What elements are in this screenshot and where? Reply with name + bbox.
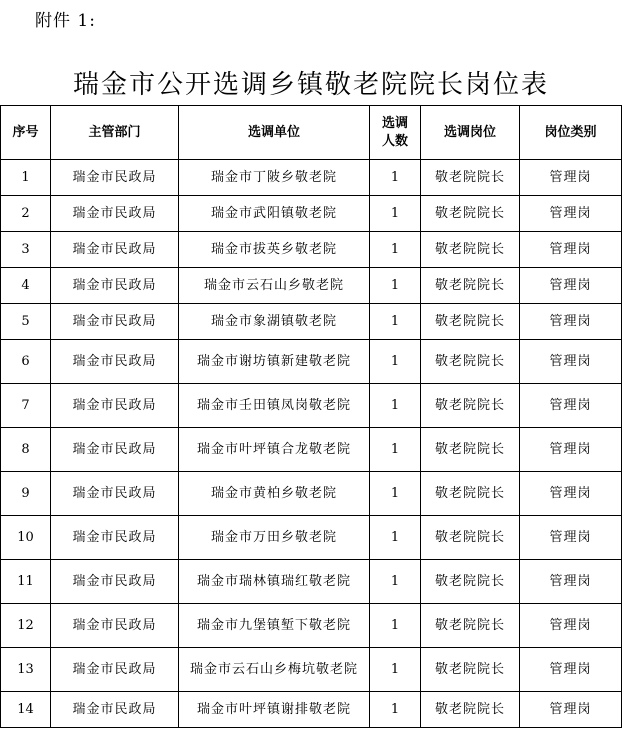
cell-dept: 瑞金市民政局 <box>51 232 179 268</box>
header-count-line1: 选调 <box>381 115 408 131</box>
header-post: 选调岗位 <box>421 106 520 160</box>
table-row <box>1 516 622 560</box>
table-row <box>1 268 622 304</box>
cell-category: 管理岗 <box>520 196 622 232</box>
table-row <box>1 692 622 728</box>
cell-dept: 瑞金市民政局 <box>51 560 179 604</box>
table-row <box>1 472 622 516</box>
cell-unit: 瑞金市瑞林镇瑞红敬老院 <box>179 560 370 604</box>
cell-unit: 瑞金市丁陂乡敬老院 <box>179 160 370 196</box>
cell-count: 1 <box>370 160 421 196</box>
cell-unit: 瑞金市万田乡敬老院 <box>179 516 370 560</box>
cell-dept: 瑞金市民政局 <box>51 160 179 196</box>
cell-post: 敬老院院长 <box>421 648 520 692</box>
table-row <box>1 304 622 340</box>
cell-post: 敬老院院长 <box>421 384 520 428</box>
table-row <box>1 384 622 428</box>
cell-dept: 瑞金市民政局 <box>51 472 179 516</box>
cell-seq: 10 <box>1 516 51 560</box>
cell-count: 1 <box>370 472 421 516</box>
cell-seq: 4 <box>1 268 51 304</box>
cell-category: 管理岗 <box>520 268 622 304</box>
cell-post: 敬老院院长 <box>421 196 520 232</box>
cell-seq: 13 <box>1 648 51 692</box>
table-row <box>1 560 622 604</box>
cell-count: 1 <box>370 516 421 560</box>
cell-post: 敬老院院长 <box>421 428 520 472</box>
cell-dept: 瑞金市民政局 <box>51 692 179 728</box>
cell-category: 管理岗 <box>520 516 622 560</box>
cell-dept: 瑞金市民政局 <box>51 516 179 560</box>
header-seq: 序号 <box>1 106 51 160</box>
cell-dept: 瑞金市民政局 <box>51 304 179 340</box>
cell-dept: 瑞金市民政局 <box>51 268 179 304</box>
cell-count: 1 <box>370 604 421 648</box>
cell-unit: 瑞金市云石山乡敬老院 <box>179 268 370 304</box>
cell-category: 管理岗 <box>520 160 622 196</box>
cell-seq: 5 <box>1 304 51 340</box>
cell-seq: 12 <box>1 604 51 648</box>
table-row <box>1 648 622 692</box>
cell-count: 1 <box>370 428 421 472</box>
cell-post: 敬老院院长 <box>421 604 520 648</box>
cell-count: 1 <box>370 384 421 428</box>
cell-unit: 瑞金市叶坪镇谢排敬老院 <box>179 692 370 728</box>
cell-unit: 瑞金市叶坪镇合龙敬老院 <box>179 428 370 472</box>
cell-category: 管理岗 <box>520 232 622 268</box>
cell-dept: 瑞金市民政局 <box>51 428 179 472</box>
cell-category: 管理岗 <box>520 304 622 340</box>
cell-post: 敬老院院长 <box>421 304 520 340</box>
cell-seq: 2 <box>1 196 51 232</box>
table-header-row <box>1 106 622 160</box>
cell-unit: 瑞金市谢坊镇新建敬老院 <box>179 340 370 384</box>
table-row <box>1 340 622 384</box>
cell-unit: 瑞金市黄柏乡敬老院 <box>179 472 370 516</box>
cell-category: 管理岗 <box>520 428 622 472</box>
cell-post: 敬老院院长 <box>421 340 520 384</box>
cell-seq: 6 <box>1 340 51 384</box>
header-count-line2: 人数 <box>381 133 408 149</box>
cell-dept: 瑞金市民政局 <box>51 604 179 648</box>
cell-category: 管理岗 <box>520 472 622 516</box>
cell-post: 敬老院院长 <box>421 160 520 196</box>
cell-count: 1 <box>370 340 421 384</box>
cell-category: 管理岗 <box>520 340 622 384</box>
cell-unit: 瑞金市武阳镇敬老院 <box>179 196 370 232</box>
cell-count: 1 <box>370 560 421 604</box>
cell-category: 管理岗 <box>520 560 622 604</box>
cell-count: 1 <box>370 648 421 692</box>
cell-dept: 瑞金市民政局 <box>51 340 179 384</box>
cell-post: 敬老院院长 <box>421 560 520 604</box>
cell-unit: 瑞金市拔英乡敬老院 <box>179 232 370 268</box>
cell-post: 敬老院院长 <box>421 232 520 268</box>
header-unit: 选调单位 <box>179 106 370 160</box>
header-count <box>370 106 421 160</box>
cell-category: 管理岗 <box>520 648 622 692</box>
attachment-label: 附件 1: <box>35 11 96 31</box>
cell-seq: 11 <box>1 560 51 604</box>
cell-count: 1 <box>370 268 421 304</box>
cell-seq: 7 <box>1 384 51 428</box>
cell-category: 管理岗 <box>520 692 622 728</box>
table-row <box>1 160 622 196</box>
cell-seq: 14 <box>1 692 51 728</box>
table-row <box>1 604 622 648</box>
document-title: 瑞金市公开选调乡镇敬老院院长岗位表 <box>72 70 549 100</box>
header-dept: 主管部门 <box>51 106 179 160</box>
table-row <box>1 428 622 472</box>
cell-dept: 瑞金市民政局 <box>51 384 179 428</box>
table-row <box>1 196 622 232</box>
cell-count: 1 <box>370 232 421 268</box>
cell-post: 敬老院院长 <box>421 268 520 304</box>
cell-unit: 瑞金市壬田镇凤岗敬老院 <box>179 384 370 428</box>
cell-count: 1 <box>370 304 421 340</box>
cell-dept: 瑞金市民政局 <box>51 648 179 692</box>
cell-seq: 8 <box>1 428 51 472</box>
cell-unit: 瑞金市九堡镇堑下敬老院 <box>179 604 370 648</box>
cell-post: 敬老院院长 <box>421 692 520 728</box>
cell-post: 敬老院院长 <box>421 472 520 516</box>
cell-unit: 瑞金市云石山乡梅坑敬老院 <box>179 648 370 692</box>
cell-dept: 瑞金市民政局 <box>51 196 179 232</box>
cell-seq: 3 <box>1 232 51 268</box>
cell-category: 管理岗 <box>520 604 622 648</box>
cell-count: 1 <box>370 196 421 232</box>
cell-post: 敬老院院长 <box>421 516 520 560</box>
cell-unit: 瑞金市象湖镇敬老院 <box>179 304 370 340</box>
positions-table <box>0 105 622 728</box>
cell-count: 1 <box>370 692 421 728</box>
cell-seq: 9 <box>1 472 51 516</box>
table-row <box>1 232 622 268</box>
cell-category: 管理岗 <box>520 384 622 428</box>
cell-seq: 1 <box>1 160 51 196</box>
header-category: 岗位类别 <box>520 106 622 160</box>
